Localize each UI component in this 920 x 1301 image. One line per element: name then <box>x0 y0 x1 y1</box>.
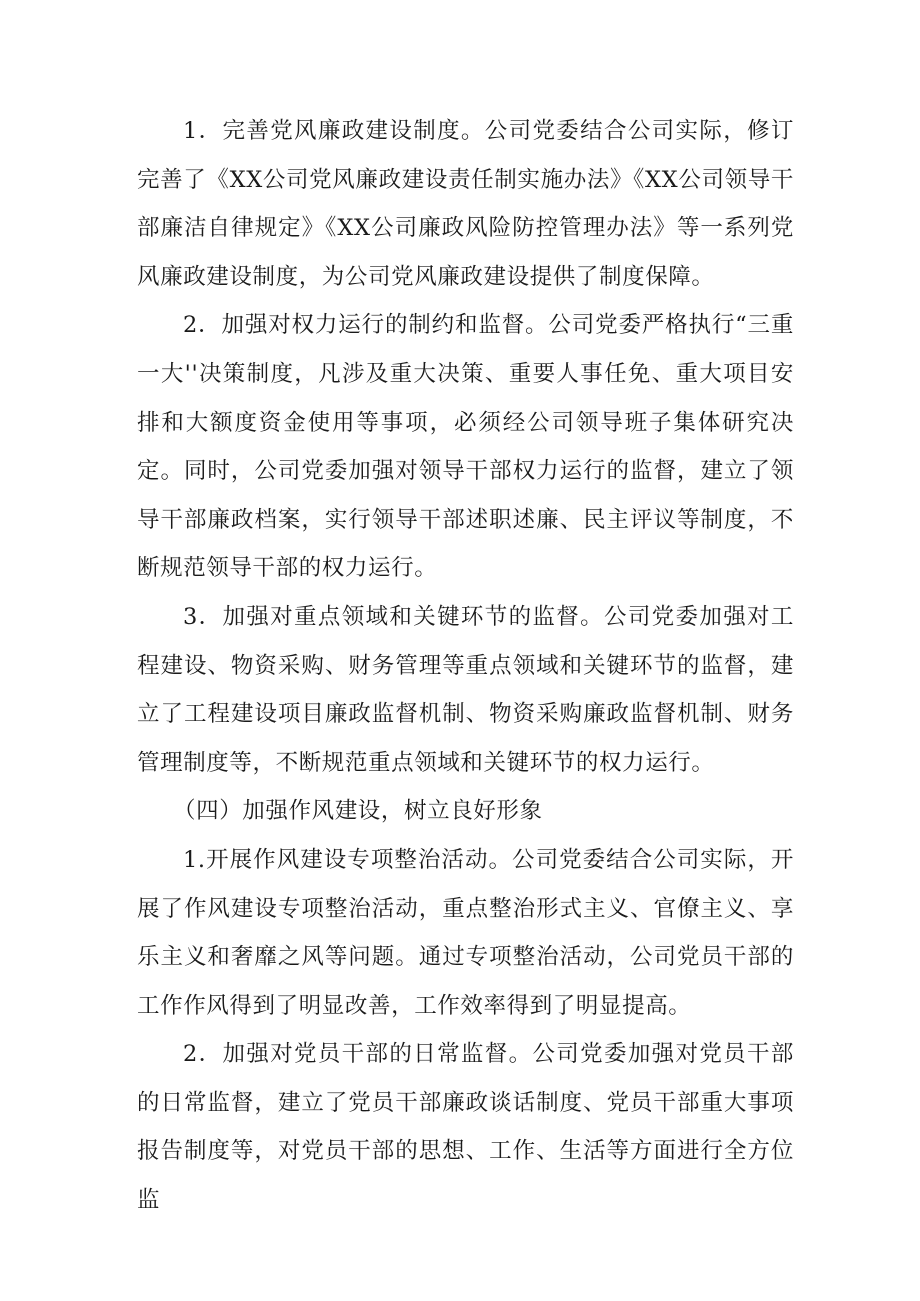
paragraph-power-supervision: 2．加强对权力运行的制约和监督。公司党委严格执行“三重一大''决策制度，凡涉及重大决策、重要人事任免、重大项目安排和大额度资金使用等事项，必须经公司领导班子集体研究决定。同时，公司党委加强对领导干部权力运行的监督，建立了领导干部廉政档案，实行领导干部述职述廉、民主评议等制度，不断规范领导干部的权力运行。 <box>137 312 794 582</box>
paragraph-improve-system: 1．完善党风廉政建设制度。公司党委结合公司实际，修订完善了《XX公司党风廉政建设责任制实施办法》《XX公司领导干部廉洁自律规定》《XX公司廉政风险防控管理办法》等一系列党风廉政建设制度，为公司党风廉政建设提供了制度保障。 <box>137 118 794 290</box>
paragraph-daily-supervision: 2．加强对党员干部的日常监督。公司党委加强对党员干部的日常监督，建立了党员干部廉政谈话制度、党员干部重大事项报告制度等，对党员干部的思想、工作、生活等方面进行全方位监 <box>137 1041 794 1214</box>
paragraph-rectification-campaign: 1.开展作风建设专项整治活动。公司党委结合公司实际，开展了作风建设专项整治活动，重点整治形式主义、官僚主义、享乐主义和奢靡之风等问题。通过专项整治活动，公司党员干部的工作作风得到了明显改善，工作效率得到了明显提高。 <box>137 846 794 1019</box>
paragraph-key-areas: 3．加强对重点领域和关键环节的监督。公司党委加强对工程建设、物资采购、财务管理等重点领域和关键环节的监督，建立了工程建设项目廉政监督机制、物资采购廉政监督机制、财务管理制度等，不断规范重点领域和关键环节的权力运行。 <box>137 603 794 776</box>
section-heading-work-style: （四）加强作风建设，树立良好形象 <box>173 798 543 825</box>
document-body <box>137 107 794 1225</box>
